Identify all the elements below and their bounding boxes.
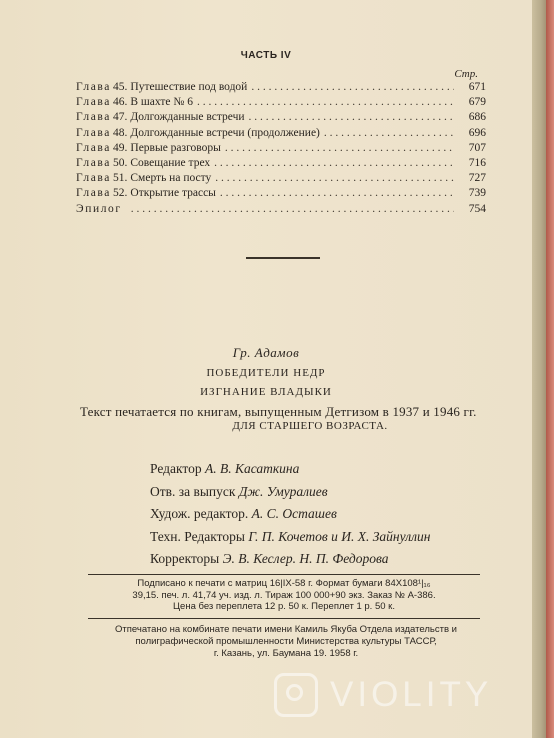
toc-label: Глава [76, 141, 112, 154]
credit-role: Худож. редактор. [150, 506, 249, 521]
credit-line [150, 548, 510, 571]
toc-page: 679 [468, 96, 486, 109]
toc-title: Совещание трех [130, 156, 211, 169]
credit-role: Корректоры [150, 551, 220, 566]
printer-line: Отпечатано на комбинате печати имени Камиль Якуба Отдела издательств и [115, 624, 457, 635]
toc-title: Путешествие под водой [130, 81, 248, 93]
toc-row [76, 141, 486, 156]
toc-leader [225, 141, 454, 156]
toc-label: Глава [76, 172, 112, 185]
toc-page-header: Стр. [454, 68, 478, 80]
credit-name: А. В. Касаткина [204, 461, 300, 476]
toc-leader [249, 110, 454, 125]
toc-page: 739 [468, 187, 486, 200]
credit-name: А. С. Осташев [251, 506, 337, 521]
toc-number: 50. [113, 156, 128, 169]
toc-label: Глава [76, 187, 112, 200]
credit-role: Техн. Редакторы [150, 528, 245, 544]
toc-page: 696 [468, 126, 486, 139]
edition-note: Текст печатается по книгам, выпущенным Детгизом в 1937 и 1946 гг. [80, 404, 477, 419]
toc-leader [251, 80, 454, 95]
toc-title: Долгожданные встречи [130, 111, 245, 124]
toc-page: 754 [468, 202, 486, 215]
toc-leader [324, 126, 454, 141]
imprint-line: Цена без переплета 12 р. 50 к. Переплет 1 р. 50 к. [173, 601, 395, 612]
toc-page: 716 [468, 156, 486, 169]
toc-number: 48. [113, 126, 128, 139]
toc-row [76, 202, 486, 217]
toc-title: Долгожданные встречи (продолжение) [130, 126, 320, 139]
printer-line: полиграфической промышленности Министерства культуры ТАССР, [135, 635, 437, 647]
credit-name: Э. В. Кеслер. Н. П. Федорова [222, 551, 389, 566]
book-title-1: ПОБЕДИТЕЛИ НЕДР [206, 367, 326, 379]
imprint-line: Подписано к печати с матриц 16|IX-58 г. Формат бумаги 84Х108¹|₁₆ [137, 578, 431, 589]
edition-note-block [80, 404, 490, 434]
toc-page: 671 [468, 81, 486, 93]
watermark-text: VIOLITY [330, 675, 493, 714]
toc-leader [215, 171, 454, 186]
toc-title: Первые разговоры [130, 141, 221, 154]
toc-row [76, 186, 486, 201]
toc-number: 51. [113, 172, 128, 185]
toc-page: 707 [468, 141, 486, 154]
toc-label: Глава [76, 111, 112, 124]
watermark [274, 670, 492, 720]
printer-block [66, 624, 506, 659]
imprint-bottom-rule [88, 618, 480, 619]
toc-page: 727 [468, 172, 486, 185]
imprint-block [88, 578, 480, 613]
toc-title: Открытие трассы [130, 187, 216, 200]
toc-label: Эпилог [76, 202, 122, 215]
credit-line [150, 481, 510, 504]
book-title-2: ИЗГНАНИЕ ВЛАДЫКИ [200, 386, 332, 398]
toc-page: 686 [468, 111, 486, 124]
toc-leader [131, 202, 454, 217]
audience-note: ДЛЯ СТАРШЕГО ВОЗРАСТА. [232, 420, 388, 432]
violity-logo-icon [274, 673, 318, 717]
credit-line [150, 503, 510, 526]
credit-name: Дж. Умуралиев [238, 483, 328, 499]
toc-row [76, 80, 486, 95]
toc-row [76, 95, 486, 110]
toc-number: 52. [113, 187, 128, 200]
author-name: Гр. Адамов [232, 345, 300, 360]
toc-row [76, 156, 486, 171]
credits-list [150, 458, 510, 571]
toc-number: 46. [113, 96, 128, 109]
printer-line: г. Казань, ул. Баумана 19. 1958 г. [213, 647, 359, 659]
divider-rule [246, 257, 320, 259]
toc-leader [214, 156, 454, 171]
toc-leader [197, 95, 454, 110]
toc-number: 49. [113, 141, 128, 154]
credit-line [150, 458, 510, 481]
toc-label: Глава [76, 81, 112, 93]
credit-name: Г. П. Кочетов и И. Х. Зайнуллин [248, 528, 431, 544]
toc-label: Глава [76, 156, 112, 169]
toc-row [76, 171, 486, 186]
book-spine-edge [532, 0, 554, 738]
toc-title: В шахте № 6 [130, 96, 193, 109]
toc-leader [220, 186, 454, 201]
toc-label: Глава [76, 96, 112, 109]
toc-number: 47. [113, 111, 128, 124]
toc-number: 45. [113, 81, 128, 93]
imprint-top-rule [88, 574, 480, 575]
table-of-contents [76, 68, 486, 217]
credit-role: Отв. за выпуск [150, 483, 236, 499]
toc-row [76, 110, 486, 125]
part-title: ЧАСТЬ IV [240, 50, 292, 61]
toc-label: Глава [76, 126, 112, 139]
toc-title: Смерть на посту [130, 172, 212, 185]
credit-role: Редактор [150, 461, 202, 476]
credit-line [150, 526, 510, 549]
toc-row [76, 126, 486, 141]
imprint-line: 39,15. печ. л. 41,74 уч. изд. л. Тираж 100 000+90 экз. Заказ № А-386. [132, 589, 436, 601]
